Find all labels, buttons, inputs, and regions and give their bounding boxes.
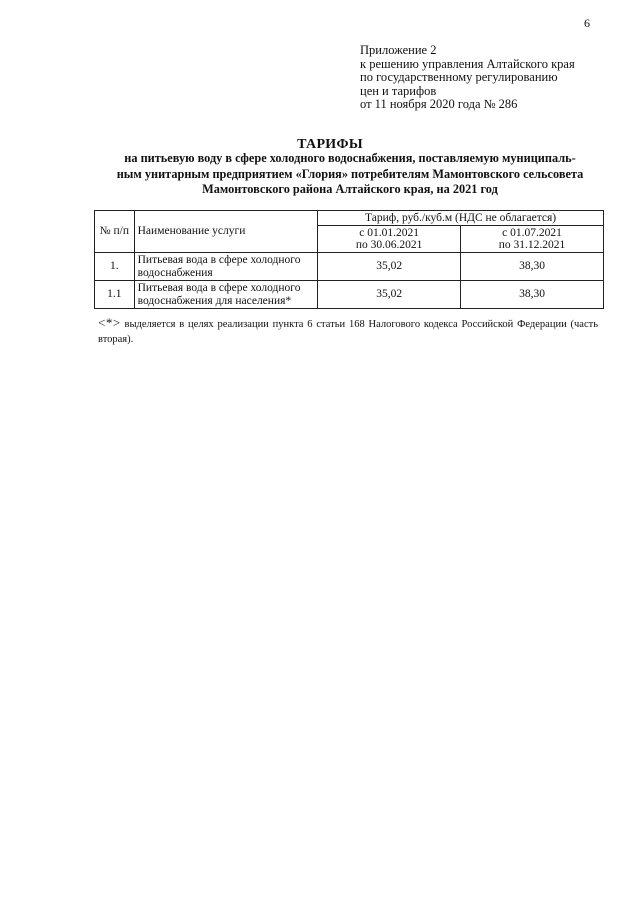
footnote-text: выделяется в целях реализации пункта 6 статьи 168 Налогового кодекса Российской Федерации (часть вторая). <box>98 319 598 345</box>
period-2-from: с 01.07.2021 <box>502 226 562 239</box>
appendix-header <box>360 44 575 112</box>
period-1-from: с 01.01.2021 <box>359 226 419 239</box>
period-2-to: по 31.12.2021 <box>498 239 566 251</box>
table-row <box>95 281 604 309</box>
table-row <box>95 253 604 281</box>
footnote-marker: <*> <box>98 315 121 330</box>
row-tariff-period-1: 35,02 <box>318 281 461 309</box>
appendix-line: от 11 ноября 2020 года № 286 <box>360 97 518 112</box>
subtitle-line: на питьевую воду в сфере холодного водоснабжения, поставляемую муниципаль- <box>124 151 576 165</box>
header-tariff: Тариф, руб./куб.м (НДС не облагается) <box>318 211 604 226</box>
document-title: ТАРИФЫ <box>297 137 363 152</box>
row-tariff-period-2: 38,30 <box>461 281 604 309</box>
row-number: 1. <box>95 253 135 281</box>
row-service-name: Питьевая вода в сфере холодного водоснабжения <box>134 253 318 281</box>
page-number: 6 <box>584 16 590 30</box>
header-period-1 <box>318 226 461 253</box>
appendix-line: Приложение 2 <box>360 43 437 57</box>
period-1-to: по 30.06.2021 <box>355 239 423 251</box>
appendix-line: по государственному регулированию <box>360 70 558 85</box>
row-tariff-period-2: 38,30 <box>461 253 604 281</box>
appendix-line: цен и тарифов <box>360 83 437 98</box>
row-number: 1.1 <box>95 281 135 309</box>
table-header-row <box>95 211 604 226</box>
header-number: № п/п <box>95 211 135 253</box>
header-service-name: Наименование услуги <box>134 211 318 253</box>
tariff-table <box>94 210 604 309</box>
document-subtitle <box>90 151 610 198</box>
subtitle-line: ным унитарным предприятием «Глория» потребителям Мамонтовского сельсовета <box>116 166 584 181</box>
row-tariff-period-1: 35,02 <box>318 253 461 281</box>
footnote <box>98 315 598 347</box>
appendix-line: к решению управления Алтайского края <box>360 56 575 71</box>
subtitle-line: Мамонтовского района Алтайского края, на 2021 год <box>202 182 498 196</box>
header-period-2 <box>461 226 604 253</box>
row-service-name: Питьевая вода в сфере холодного водоснабжения для населения* <box>134 281 318 309</box>
